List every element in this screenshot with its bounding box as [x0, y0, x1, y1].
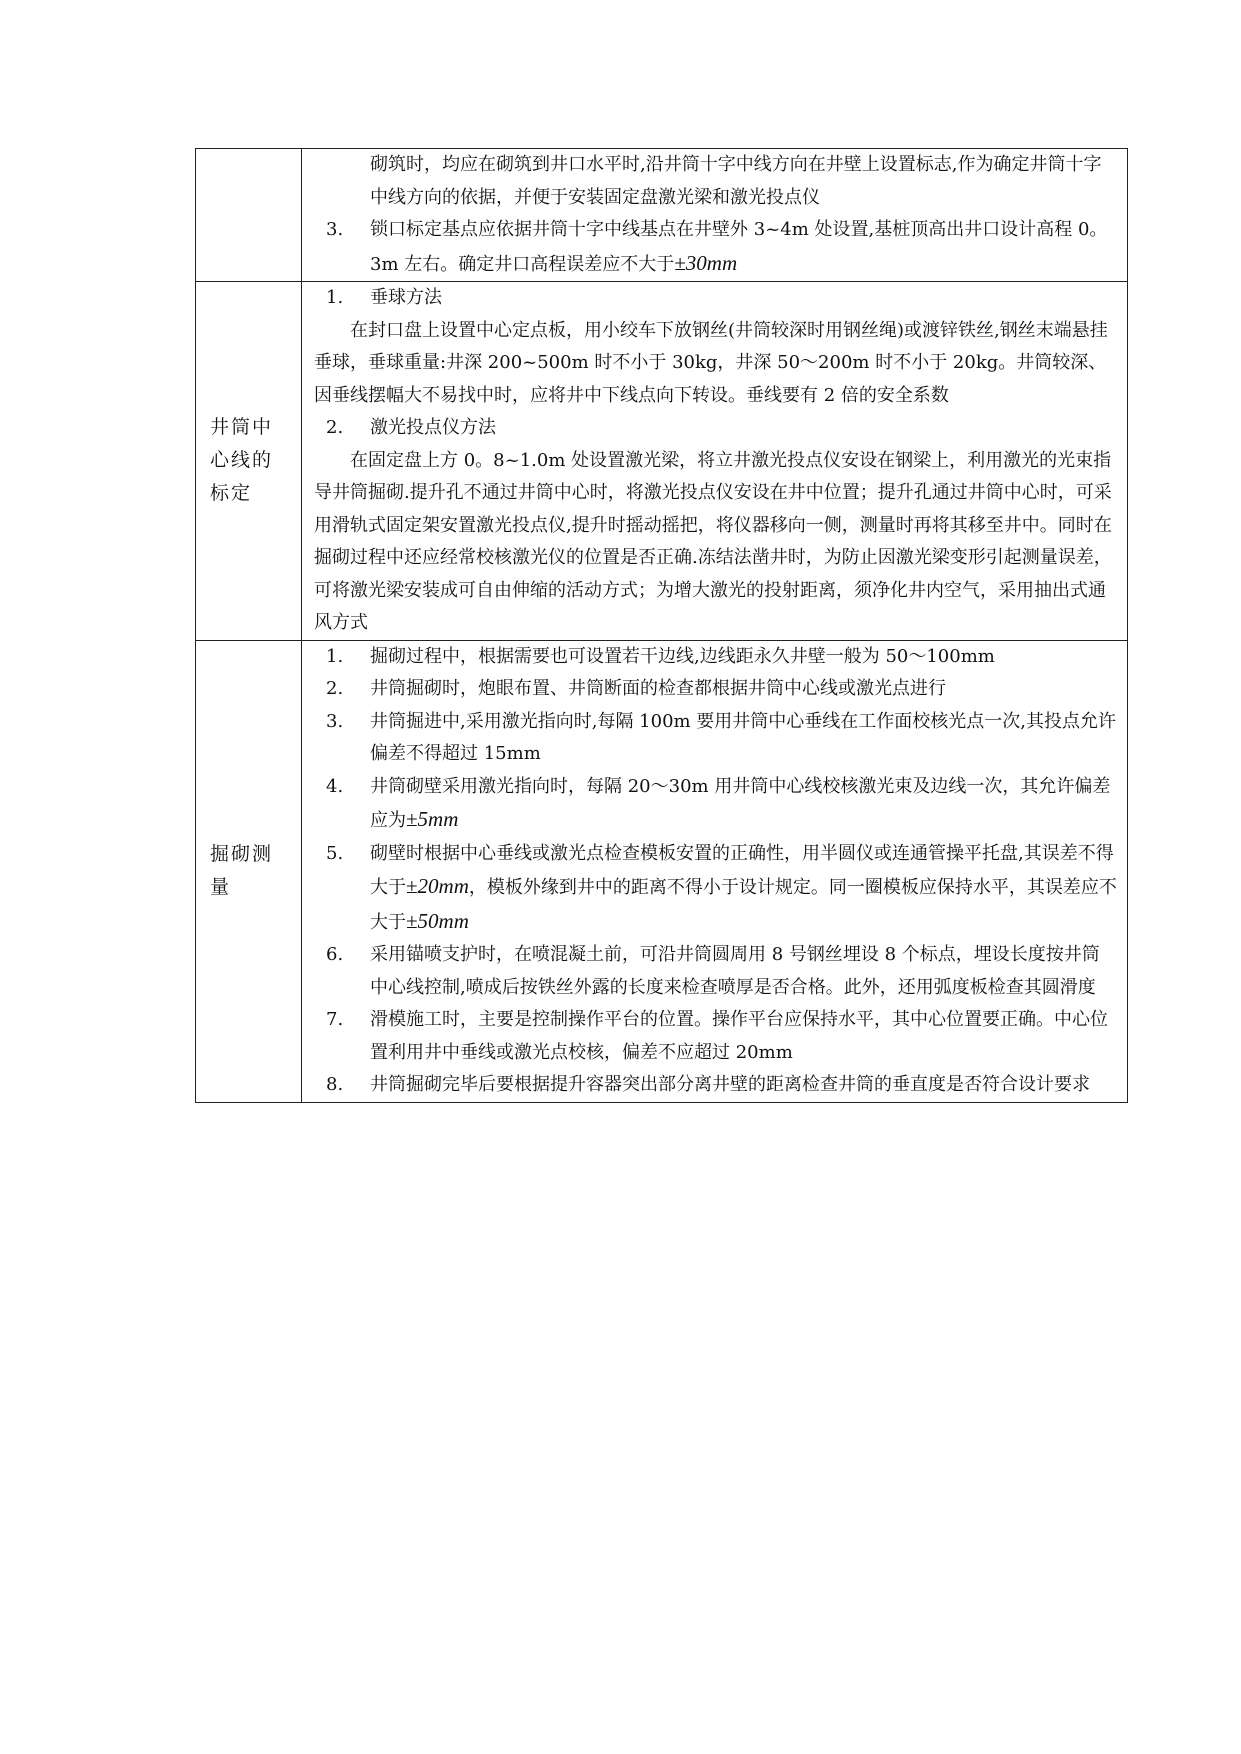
paragraph: 在封口盘上设置中心定点板，用小绞车下放钢丝(井筒较深时用钢丝绳)或渡锌铁丝,钢丝末端悬挂垂球，垂球重量:井深 200~500m 时不小于 30kg，井深 50～200m 时不小于 20kg。井筒较深、因垂线摆幅大不易找中时，应将井中下线点向下转设。垂线要有 2 倍的安全系数 [314, 319, 1108, 406]
item-text: 掘砌过程中，根据需要也可设置若干边线,边线距永久井壁一般为 50～100mm [370, 645, 995, 667]
item-text: 井筒掘砌完毕后要根据提升容器突出部分离井壁的距离检查井筒的垂直度是否符合设计要求 [370, 1074, 1090, 1095]
tolerance-value: ±20mm [406, 874, 469, 898]
item-number: 2. [326, 417, 344, 438]
row-content-cell [302, 149, 1128, 282]
item-text: 滑模施工时，主要是控制操作平台的位置。操作平台应保持水平，其中心位置要正确。中心位置利用井中垂线或激光点校核，偏差不应超过 20mm [370, 1009, 1108, 1063]
item-number: 5. [326, 842, 344, 864]
table-row [196, 282, 1128, 641]
item-number: 1. [326, 287, 344, 308]
item-text: 采用锚喷支护时，在喷混凝土前，可沿井筒圆周用 8 号钢丝埋设 8 个标点，埋设长度按井筒中心线控制,喷成后按铁丝外露的长度来检查喷厚是否合格。此外，还用弧度板检查其圆滑度 [370, 944, 1100, 998]
item-text: 井筒掘砌时，炮眼布置、井筒断面的检查都根据井筒中心线或激光点进行 [370, 678, 946, 699]
list-item [314, 706, 1117, 771]
paragraph: 在固定盘上方 0。8~1.0m 处设置激光梁，将立井激光投点仪安设在钢梁上，利用激光的光束指导井筒掘砌.提升孔不通过井筒中心时，将激光投点仪安设在井中位置；提升孔通过井筒中心时，可采用滑轨式固定架安置激光投点仪,提升时摇动摇把，将仪器移向一侧，测量时再将其移至井中。同时在掘砌过程中还应经常校核激光仪的位置是否正确.冻结法凿井时，为防止因激光梁变形引起测量误差，可将激光梁安装成可自由伸缩的活动方式；为增大激光的投射距离，须净化井内空气，采用抽出式通风方式 [314, 449, 1112, 633]
item-number: 6. [326, 944, 344, 965]
list-item [314, 939, 1117, 1004]
row-content-cell [302, 282, 1128, 641]
list-item [314, 641, 1117, 674]
row-content-cell [302, 640, 1128, 1102]
list-item [314, 1069, 1117, 1102]
item-text: 砌壁时根据中心垂线或激光点检查模板安置的正确性，用半圆仪或连通管操平托盘,其误差不得大于 [370, 842, 1114, 898]
item-text: 井筒掘进中,采用激光指向时,每隔 100m 要用井筒中心垂线在工作面校核光点一次,其投点允许偏差不得超过 15mm [370, 710, 1117, 764]
item-number: 2. [326, 678, 344, 699]
row-label-cell [196, 282, 302, 641]
list-item [314, 1004, 1117, 1069]
item-number: 1. [326, 645, 344, 667]
table-row [196, 640, 1128, 1102]
list-item [314, 282, 1117, 315]
row-label: 井筒中心线的标定 [210, 416, 274, 505]
list-item [314, 214, 1117, 281]
survey-table [195, 148, 1128, 1103]
item-number [314, 149, 370, 214]
item-text: 激光投点仪方法 [370, 417, 496, 438]
tolerance-value: ±50mm [406, 908, 469, 933]
item-text-continued: ，模板外缘到井中的距离不得小于设计规定。同一圈模板应保持水平，其误差应不大于 [370, 877, 1117, 933]
item-text: 锁口标定基点应依据井筒十字中线基点在井壁外 3~4m 处设置,基桩顶高出井口设计高程 0。3m 左右。确定井口高程误差应不大于 [370, 219, 1108, 275]
row-label-cell [196, 149, 302, 282]
item-number: 3. [326, 710, 344, 732]
item-number: 7. [326, 1009, 344, 1030]
item-number: 8. [326, 1074, 344, 1095]
item-text: 井筒砌壁采用激光指向时，每隔 20～30m 用井筒中心线校核激光束及边线一次，其允许偏差应为 [370, 775, 1111, 831]
item-text: 砌筑时，均应在砌筑到井口水平时,沿井筒十字中线方向在井壁上设置标志,作为确定井筒十字中线方向的依据，并便于安装固定盘激光梁和激光投点仪 [370, 154, 1102, 208]
tolerance-value: ±5mm [406, 807, 459, 831]
row-label: 掘砌测量 [210, 843, 274, 898]
tolerance-value: ±30mm [674, 250, 738, 275]
list-item [314, 149, 1117, 214]
list-item [314, 838, 1117, 940]
item-text: 垂球方法 [370, 287, 442, 308]
table-row [196, 149, 1128, 282]
list-item [314, 771, 1117, 838]
list-item [314, 412, 1117, 445]
item-number: 3. [326, 219, 344, 240]
row-label-cell [196, 640, 302, 1102]
item-number: 4. [326, 775, 344, 797]
list-item [314, 673, 1117, 706]
